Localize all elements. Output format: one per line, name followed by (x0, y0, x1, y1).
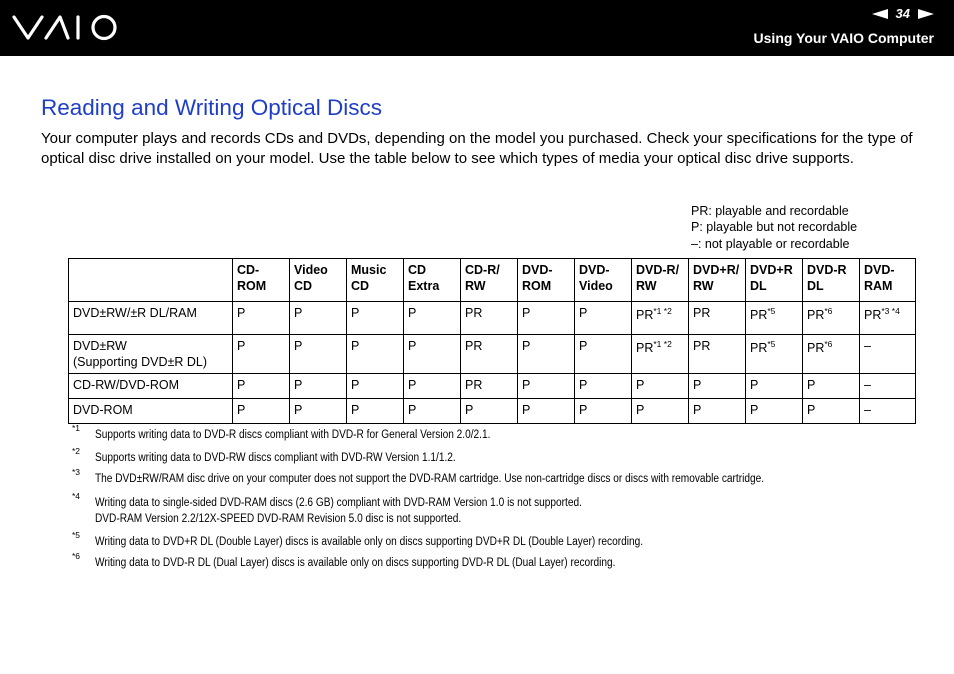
column-header: DVD-R/ RW (632, 259, 689, 302)
table-cell: P (632, 399, 689, 424)
table-cell: $PR^{*1 *2}$ (632, 335, 689, 374)
footnote-text: Supports writing data to DVD-R discs compliant with DVD-R for General Version 2.0/2.1. (95, 429, 491, 441)
footnote-ref: *3 *4 (881, 306, 900, 316)
table-cell: PR (689, 302, 746, 335)
table-cell: P (803, 374, 860, 399)
table-cell: P (290, 302, 347, 335)
table-cell: P (404, 399, 461, 424)
footnote-text: Writing data to single-sided DVD-RAM discs (2.6 GB) compliant with DVD-RAM Version 1.0 is not supported. DVD-RAM Version 2.2/12X-SPEED DVD-RAM Revision 5.0 disc is not supported. (95, 497, 582, 525)
footnote-ref: *1 *2 (653, 339, 672, 349)
table-cell: P (689, 374, 746, 399)
table-cell: PR (461, 302, 518, 335)
footnote (72, 530, 932, 550)
table-cell: P (575, 335, 632, 374)
column-header: DVD- ROM (518, 259, 575, 302)
page-header (0, 0, 954, 56)
legend-item: –: not playable or recordable (691, 236, 850, 251)
table-cell: P (518, 335, 575, 374)
table-cell: – (860, 399, 916, 424)
footnote-ref: *1 *2 (653, 306, 672, 316)
table-cell: PR$^{*6}$ (803, 302, 860, 335)
next-page-icon[interactable] (918, 9, 934, 19)
intro-paragraph: Your computer plays and records CDs and DVDs, depending on the model you purchased. Check your specifications for the type of optical disc drive installed on your model. Use the table below to see which types of media your optical disc drive supports. (41, 130, 913, 167)
footnotes (72, 423, 932, 571)
column-header: DVD-R DL (803, 259, 860, 302)
table-cell: P (518, 374, 575, 399)
footnote-ref: *6 (824, 339, 833, 349)
legend-item: P: playable but not recordable (691, 220, 858, 235)
media-support-table (68, 258, 916, 424)
table-cell: P (575, 399, 632, 424)
table-cell: P (347, 302, 404, 335)
footnote-text: Writing data to DVD+R DL (Double Layer) discs is available only on discs supporting DVD+R DL (Double Layer) recording. (95, 536, 644, 548)
page-number: 34 (895, 6, 910, 21)
section-title: Using Your VAIO Computer (753, 30, 934, 46)
footnote-ref: *5 (767, 339, 776, 349)
table-cell: P (518, 399, 575, 424)
table-cell: P (746, 374, 803, 399)
table-cell: P (803, 399, 860, 424)
table-cell: PR (461, 374, 518, 399)
table-cell: P (404, 374, 461, 399)
column-header (69, 259, 233, 302)
table-cell: P (233, 374, 290, 399)
legend (691, 203, 857, 252)
table-cell: – (860, 374, 916, 399)
table-cell: PR$^{*5}$ (746, 302, 803, 335)
table-cell: PR (689, 335, 746, 374)
footnote-mark: *5 (72, 530, 81, 540)
table-cell: P (575, 302, 632, 335)
table-header-row (69, 259, 916, 302)
row-label: CD-RW/DVD-ROM (69, 374, 233, 399)
footnote (72, 446, 932, 466)
table-cell: P (233, 399, 290, 424)
column-header: DVD- Video (575, 259, 632, 302)
table-cell: P (404, 335, 461, 374)
column-header: Video CD (290, 259, 347, 302)
table-row (69, 399, 916, 424)
table-cell: P (632, 374, 689, 399)
footnote-mark: *4 (72, 491, 81, 501)
table-cell: PR$^{*5}$ (746, 335, 803, 374)
row-label: DVD±RW/±R DL/RAM (69, 302, 233, 335)
table-row (69, 335, 916, 374)
table-cell: – (860, 335, 916, 374)
footnote-ref: *5 (767, 306, 776, 316)
row-label: DVD±RW (Supporting DVD±R DL) (69, 335, 233, 374)
table-cell: P (290, 399, 347, 424)
table-row (69, 374, 916, 399)
page-navigation (872, 6, 934, 21)
footnote-mark: *3 (72, 467, 81, 477)
column-header: CD-R/ RW (461, 259, 518, 302)
column-header: DVD- RAM (860, 259, 916, 302)
page-title: Reading and Writing Optical Discs (41, 95, 382, 120)
footnote (72, 551, 932, 571)
column-header: Music CD (347, 259, 404, 302)
footnote (72, 491, 932, 527)
column-header: DVD+R/ RW (689, 259, 746, 302)
column-header: DVD+R DL (746, 259, 803, 302)
table-cell: $PR^{*3 *4}$ (860, 302, 916, 335)
table-cell: P (347, 374, 404, 399)
footnote-text: Supports writing data to DVD-RW discs compliant with DVD-RW Version 1.1/1.2. (95, 452, 456, 464)
table-cell: P (746, 399, 803, 424)
table-cell: P (347, 399, 404, 424)
column-header: CD- ROM (233, 259, 290, 302)
row-label: DVD-ROM (69, 399, 233, 424)
footnote-text: Writing data to DVD-R DL (Dual Layer) discs is available only on discs supporting DVD-R DL (Dual Layer) recording. (95, 557, 616, 569)
column-header: CD Extra (404, 259, 461, 302)
legend-item: PR: playable and recordable (691, 204, 849, 218)
table-cell: P (233, 335, 290, 374)
table-cell: PR (461, 335, 518, 374)
previous-page-icon[interactable] (872, 9, 888, 19)
vaio-logo (12, 14, 122, 42)
table-cell: $PR^{*1 *2}$ (632, 302, 689, 335)
table-cell: P (347, 335, 404, 374)
table-cell: P (575, 374, 632, 399)
table-cell: P (290, 374, 347, 399)
table-cell: P (233, 302, 290, 335)
table-cell: P (404, 302, 461, 335)
footnote-mark: *1 (72, 423, 81, 433)
table-cell: P (518, 302, 575, 335)
footnote (72, 467, 932, 487)
table-cell: P (290, 335, 347, 374)
table-cell: PR$^{*6}$ (803, 335, 860, 374)
table-cell: P (461, 399, 518, 424)
footnote-mark: *2 (72, 446, 81, 456)
footnote-ref: *6 (824, 306, 833, 316)
table-cell: P (689, 399, 746, 424)
table-row (69, 302, 916, 335)
footnote (72, 423, 932, 443)
footnote-text: The DVD±RW/RAM disc drive on your computer does not support the DVD-RAM cartridge. Use non-cartridge discs or discs with removable cartridge. (95, 473, 765, 485)
footnote-mark: *6 (72, 551, 81, 561)
